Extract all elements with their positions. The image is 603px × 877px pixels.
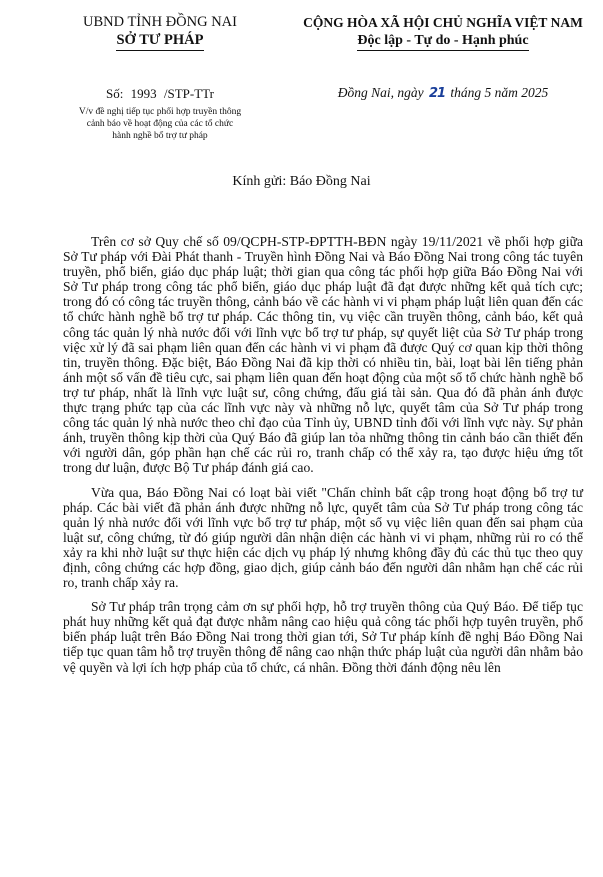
place-date-prefix: Đồng Nai, ngày [337,85,424,100]
national-title: CỘNG HÒA XÃ HỘI CHỦ NGHĨA VIỆT NAM [303,15,583,30]
document-subject [40,106,280,142]
document-code: /STP-TTr [163,86,214,101]
issuing-agency-block [40,14,280,51]
body-paragraph: Sở Tư pháp trân trọng cảm ơn sự phối hợp, hỗ trợ truyền thông của Quý Báo. Để tiếp tục phát huy những kết quả đạt được nhằm nâng cao hiệu quả công tác phối hợp tuyên truyền, phổ biến pháp luật trên Báo Đồng Nai trong thời gian tới, Sở Tư pháp kính đề nghị Báo Đồng Nai tiếp tục quan tâm hỗ trợ truyền thông để nâng cao nhận thức pháp luật của người dân nhằm bảo vệ quyền và lợi ích hợp pháp của tổ chức, cá nhân. Đồng thời đánh động nêu lên [63,599,583,675]
subject-line: cảnh báo về hoạt động của các tổ chức [86,119,234,129]
document-number [40,86,280,102]
recipient-line: Kính gửi: Báo Đồng Nai [232,174,371,189]
document-number-value: 1993 [130,86,157,101]
national-heading-block [283,14,603,51]
document-number-label: Số: [106,86,124,101]
handwritten-day: 21 [428,86,446,101]
subject-line: hành nghề bổ trợ tư pháp [112,131,208,141]
national-motto: Độc lập - Tự do - Hạnh phúc [357,32,528,51]
body-paragraph: Vừa qua, Báo Đồng Nai có loạt bài viết "Chấn chỉnh bất cập trong hoạt động bổ trợ tư pháp. Các bài viết đã phản ánh được những nỗ lực, quyết tâm của Sở Tư pháp trong công tác quản lý nhà nước đối với lĩnh vực bổ trợ tư pháp, một số vụ việc liên quan đến sai phạm của luật sư, công chứng, từ đó giúp người dân nhận diện các hành vi vi phạm, những rủi ro có thể xảy ra khi nhờ luật sư thực hiện các dịch vụ pháp lý nhưng không đầy đủ các thủ tục theo quy định, công chứng các hợp đồng, giao dịch, giúp cảnh báo đến người dân nhằm hạn chế các rủi ro, tranh chấp xảy ra. [63,484,583,591]
place-and-date [283,84,603,102]
subject-line: V/v đề nghị tiếp tục phối hợp truyền thông [78,107,242,117]
letter-body [63,234,583,684]
body-paragraph: Trên cơ sở Quy chế số 09/QCPH-STP-ĐPTTH-BĐN ngày 19/11/2021 về phối hợp giữa Sở Tư pháp với Đài Phát thanh - Truyền hình Đồng Nai và Báo Đồng Nai trong công tác tuyên truyền, phổ biến, giáo dục pháp luật; thời gian qua công tác phối hợp giữa Báo Đồng Nai với Sở Tư pháp trong công tác phổ biến, giáo dục pháp luật đã đạt được những kết quả tích cực; trong đó có công tác truyền thông, cảnh báo về các hành vi vi phạm pháp luật liên quan đến các tổ chức hành nghề bổ trợ tư pháp. Các thông tin, vụ việc cần truyền thông, cảnh báo, kết quả công tác quản lý nhà nước đối với lĩnh vực bổ trợ tư pháp, sự quyết liệt của Sở Tư pháp trong việc xử lý đã sai phạm liên quan đến các hành vi vi phạm đã được Quý cơ quan kịp thời thông tin, truyền thông. Đặc biệt, Báo Đồng Nai đã kịp thời có nhiều tin, bài, loạt bài lên tiếng phản ánh một số vấn đề tiêu cực, sai phạm liên quan đến hoạt động của một số tổ chức hành nghề bổ trợ tư pháp, nhất là lĩnh vực luật sư, công chứng, đấu giá tài sản. Qua đó đã phản ánh được thực trạng phức tạp của các lĩnh vực này và những nỗ lực, quyết tâm của Sở Tư pháp trong công tác quản lý nhà nước theo chỉ đạo của Tỉnh ủy, UBND tỉnh đối với lĩnh vực này. Sự phản ánh, truyền thông kịp thời của Quý Báo đã giúp lan tỏa những thông tin cảnh báo cần thiết đến với người dân, góp phần hạn chế các rủi ro, tranh chấp có thể xảy ra, tạo được hiệu ứng tốt trong dư luận, được Bộ Tư pháp đánh giá cao. [63,234,583,476]
parent-agency-name: UBND TỈNH ĐỒNG NAI [83,14,237,30]
place-date-suffix: tháng 5 năm 2025 [450,85,549,100]
agency-name: SỞ TƯ PHÁP [116,32,203,51]
